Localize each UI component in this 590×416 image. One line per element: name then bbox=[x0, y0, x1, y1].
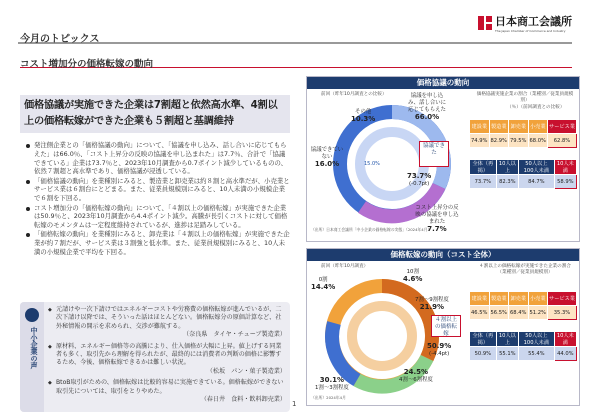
chart2-panel bbox=[306, 248, 580, 406]
chart2-label-1to3: 30.1% 1割〜3割程度 bbox=[315, 376, 349, 391]
chart1-label-other: その他 10.3% bbox=[351, 109, 376, 123]
chart1-callout: 協議できた bbox=[419, 141, 449, 167]
chart2-table-title: ４割以上の価格転嫁が実施できた企業の割合（業種別／従業員規模別） bbox=[479, 264, 571, 275]
subtitle-bar bbox=[20, 52, 572, 68]
section-title: 今月のトピックス bbox=[20, 34, 100, 45]
chart1-label-asked: コスト上昇分の反映の協議を申し込まれた 7.7% bbox=[415, 205, 459, 233]
chart1-prior-value: 15.0% bbox=[364, 161, 380, 167]
chart1-table-title: 価格協議実施企業の割合（業種別／従業員規模別） bbox=[476, 92, 574, 103]
left-column bbox=[20, 95, 290, 257]
bullet-item: 発注側企業との「価格協議の動向」について、「協議を申し込み、話し合いに応じてもらえた」は66.0％、「コスト上昇分の反映の協議を申し込まれた」は7.7％、合計で「協議できている」企業は73.7％と、2023年10月調査から0.7ポイント減少しているものの、依然７割超と高水準であり、価格協議が浸透している。 bbox=[26, 141, 290, 176]
chart2-label-10: 10割 4.6% bbox=[403, 269, 423, 283]
chart1-size-table: 全体（再掲） 10人以上 50人以上 100人未満 10人未満 73.7% 82.3% 84.7% 58.9% bbox=[469, 159, 577, 189]
chart1-label-main: 協議を申し込み、話し合いに応じてもらえた 66.0% bbox=[407, 93, 447, 121]
page-header bbox=[18, 10, 572, 44]
chart1-title: 価格協議の動向 bbox=[307, 77, 579, 89]
voice-label: 中小企業の声 bbox=[30, 327, 38, 369]
subtitle: コスト増加分の価格転嫁の動向 bbox=[20, 59, 154, 70]
logo-name: 日本商工会議所 bbox=[495, 15, 572, 28]
bullet-item: 「価格転嫁の動向」を業種別にみると、卸売業は「４割以上の価格転嫁」が実施できた企業が約７割だが、サービス業は３割強と低水準。また、従業員規模別にみると、10人未満の小規模企業で平均を下回る。 bbox=[26, 230, 290, 256]
chart2-industry-table: 建設業 製造業 卸売業 小売業 サービス業 46.5% 56.5% 68.4% 51.2% 35.3% bbox=[469, 291, 577, 320]
headline: 価格協議が実施できた企業は7割超と依然高水準、4割以上の価格転嫁ができた企業も５割超と基調維持 bbox=[20, 95, 290, 133]
bullet-list bbox=[20, 141, 290, 257]
voice-item: ◆ BtoB取引がための、価格転嫁は比較的容易に実施できている。価格転嫁ができない取引先については、取引をとりやめた。 （春日井 食料・飲料卸売業） bbox=[48, 379, 286, 404]
chart1-source: （出所）日本商工会議所「中小企業の価格転嫁の実態」（2024年4月） bbox=[311, 227, 432, 232]
voice-list bbox=[48, 306, 286, 407]
chart2-label-7to9: 7割〜9割程度 21.9% bbox=[415, 297, 449, 311]
chart1-legend: 前回（昨年10月調査との比較） bbox=[321, 92, 387, 97]
chart2-callout: ４割以上の価格転嫁 bbox=[431, 315, 461, 337]
chart1-panel bbox=[306, 76, 580, 242]
page-number: 1 bbox=[292, 400, 297, 408]
chart2-label-0: 0割 14.4% bbox=[311, 277, 336, 291]
chart1-table-note: （％）（前回調査との比較） bbox=[507, 105, 565, 110]
chart2-label-4to6: 24.5% 4割〜6割程度 bbox=[399, 368, 433, 383]
chart1-industry-table: 建設業 製造業 卸売業 小売業 サービス業 74.9% 82.9% 79.5% 68.0% 62.8% bbox=[469, 119, 577, 148]
logo-english: The Japan Chamber of Commerce and Industry bbox=[495, 29, 566, 33]
logo bbox=[478, 13, 572, 33]
speech-icon bbox=[25, 308, 39, 322]
chart2-prior-label: 前回（昨年10月調査） bbox=[321, 264, 369, 269]
voice-item: ◆ 元請けや一次下請けではエネルギーコストや労務費の価格転嫁が進んでいるが、二次下請け以降では、そういった話はほとんどない。価格転嫁分の原価計算など、社外秘情報の開示を求められ、交渉が難航する。 （奈良県 タイヤ・チューブ製造業） bbox=[48, 306, 286, 340]
voice-item: ◆ 原材料、エネルギー価格等の高騰により、仕入価格が大幅に上昇。値上げする同業者も多く、取引先から理解を得られたが、最終的には消費者の判断の価格に影響するため、今後、価格転嫁できるかは難しい状況。 （松坂 パン・菓子製造業） bbox=[48, 343, 286, 377]
jcci-logo-icon bbox=[478, 16, 492, 30]
chart2-total: 50.9% (-4.4pt) bbox=[427, 342, 452, 357]
chart2-size-table: 全体（再掲） 10人以上 50人以上 100人未満 10人未満 50.9% 55.1% 55.4% 44.0% bbox=[469, 331, 577, 361]
bullet-item: コスト増加分の「価格転嫁の動向」について、「４割以上の価格転嫁」が実施できた企業は50.9％と、2023年10月調査から4.4ポイント減少。高騰が長引くコストに対して価格転嫁のモメンタムは一定程度維持されているが、進捗は足踏みしている。 bbox=[26, 204, 290, 230]
sme-voice-box bbox=[20, 302, 290, 412]
chart1-label-not: 協議できていない 16.0% bbox=[310, 147, 344, 168]
chart2-title: 価格転嫁の動向（コスト全体） bbox=[307, 249, 579, 261]
chart1-total: 73.7% (-0.7pt) bbox=[407, 172, 432, 187]
bullet-item: 「価格協議の動向」を業種別にみると、製造業と卸売業は約８割と高水準だが、小売業とサービス業は６割台にとどまる。また、従業員規模別にみると、10人未満の小規模企業で６割を下回る。 bbox=[26, 177, 290, 203]
chart2-source: （出所）2024年4月 bbox=[311, 395, 346, 400]
